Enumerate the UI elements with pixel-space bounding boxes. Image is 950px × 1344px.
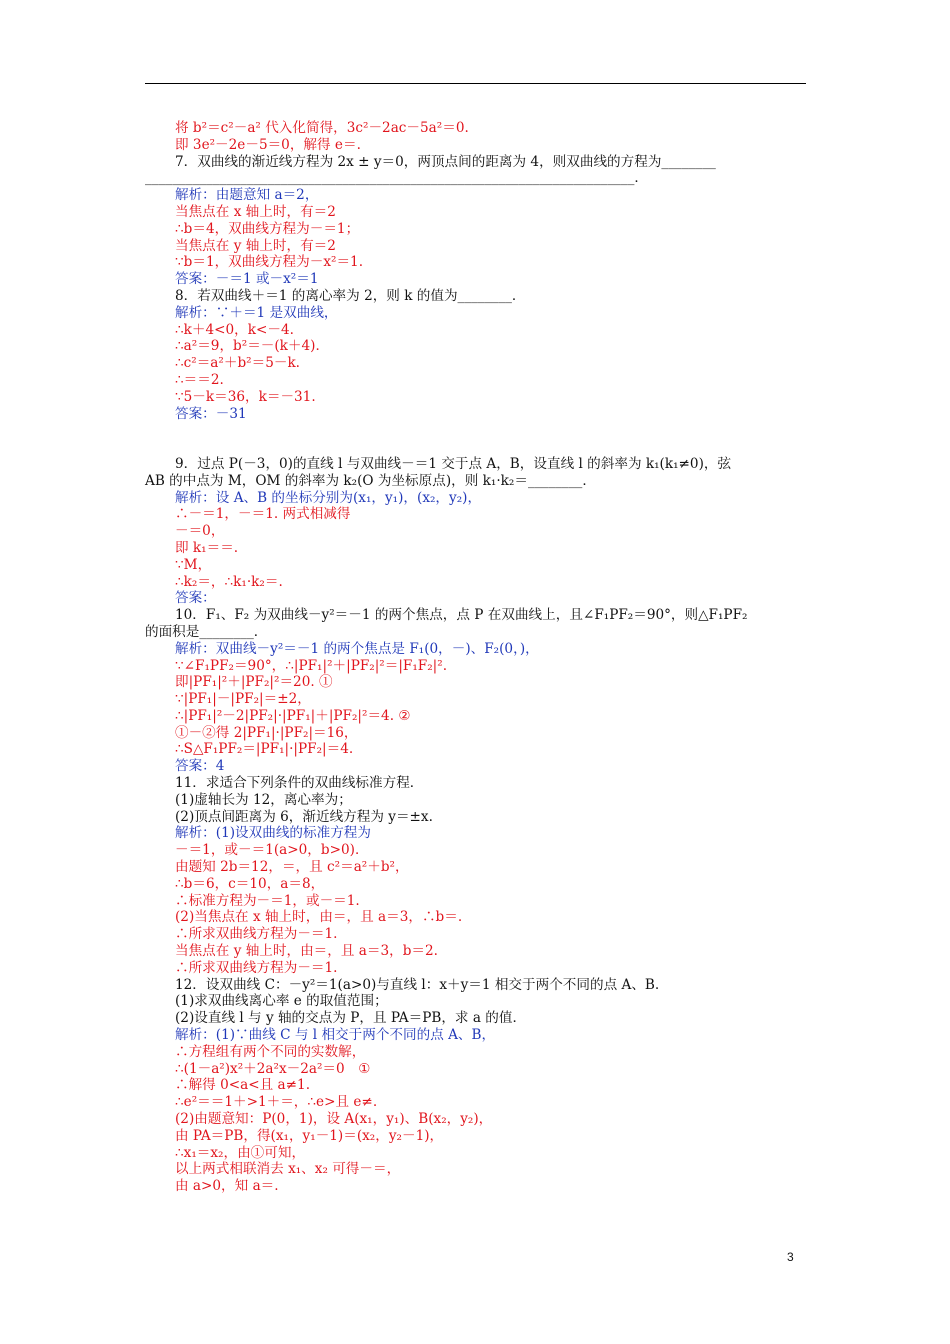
page-number: 3 [787, 1250, 794, 1264]
solution-line: ∵5－k＝36，k＝－31. [175, 388, 316, 405]
solution-line: ∵|PF₁|－|PF₂|＝±2， [175, 691, 311, 708]
solution-line: ∴标准方程为－＝1，或－＝1. [175, 892, 360, 909]
solution-line: －＝1，或－＝1(a>0，b>0)． [175, 842, 369, 859]
solution-line: 由 PA＝PB，得(x₁，y₁－1)＝(x₂，y₂－1)， [175, 1127, 444, 1144]
solution-line: ∴解得 0<a<且 a≠1. [175, 1077, 311, 1094]
solution-line: ∴x₁＝x₂，由①可知， [175, 1144, 306, 1161]
solution-line: 将 b²＝c²－a² 代入化简得，3c²－2ac－5a²＝0. [175, 120, 469, 136]
question-line: (2)设直线 l 与 y 轴的交点为 P，且 PA＝PB，求 a 的值． [175, 1010, 527, 1027]
solution-line: ∵∠F₁PF₂＝90°，∴|PF₁|²＋|PF₂|²＝|F₁F₂|². [175, 657, 448, 674]
solution-line: 当焦点在 x 轴上时，有＝2 [175, 203, 336, 220]
solution-line: －＝0， [175, 523, 225, 540]
label-line: 答案：－＝1 或－x²＝1 [175, 271, 319, 288]
solution-line: ∴所求双曲线方程为－＝1. [175, 959, 338, 976]
solution-line: ∴(1－a²)x²＋2a²x－2a²＝0 ① [175, 1060, 371, 1077]
question-line: 8．若双曲线＋＝1 的离心率为 2，则 k 的值为________． [175, 287, 526, 304]
question-line: 7．双曲线的渐近线方程为 2x ± y＝0，两顶点间的距离为 4，则双曲线的方程为________ [175, 153, 716, 170]
question-line: AB 的中点为 M，OM 的斜率为 k₂(O 为坐标原点)，则 k₁·k₂＝________． [145, 472, 596, 489]
question-line: 的面积是________． [145, 623, 268, 640]
solution-line: ∴e²＝＝1＋>1＋＝，∴e>且 e≠. [175, 1094, 378, 1111]
solution-line: ∴a²＝9，b²＝－(k＋4)． [175, 338, 330, 355]
question-line: (1)虚轴长为 12，离心率为； [175, 791, 352, 808]
question-line: 9．过点 P(－3，0)的直线 l 与双曲线－＝1 交于点 A，B，设直线 l 的斜率为 k₁(k₁≠0)，弦 [175, 455, 732, 472]
question-line: ________________________________________________________________________． [145, 170, 648, 187]
solution-line: 即|PF₁|²＋|PF₂|²＝20. ① [175, 674, 333, 691]
solution-line: ∵M， [175, 556, 212, 573]
solution-line: ∴方程组有两个不同的实数解， [175, 1043, 366, 1060]
solution-line: 当焦点在 y 轴上时，有＝2 [175, 237, 336, 254]
solution-line: 由 a>0，知 a＝. [175, 1178, 279, 1195]
question-line: 12．设双曲线 C：－y²＝1(a>0)与直线 l：x＋y＝1 相交于两个不同的点 A、B. [175, 976, 660, 993]
solution-line: ①－②得 2|PF₁|·|PF₂|＝16， [175, 724, 358, 741]
solution-line: ∵b＝1，双曲线方程为－x²＝1. [175, 254, 364, 271]
label-line: 答案： [175, 590, 216, 607]
solution-line: ∴S△F₁PF₂＝|PF₁|·|PF₂|＝4. [175, 741, 354, 758]
header-rule [145, 83, 806, 84]
label-line: 解析：由题意知 a＝2， [175, 187, 319, 204]
label-line: 解析：(1)设双曲线的标准方程为 [175, 825, 371, 842]
label-line: 答案：－31 [175, 405, 247, 422]
question-line: (1)求双曲线离心率 e 的取值范围； [175, 993, 388, 1010]
document-body [145, 120, 806, 1195]
question-line: 10．F₁、F₂ 为双曲线－y²＝－1 的两个焦点，点 P 在双曲线上，且∠F₁PF₂＝90°，则△F₁PF₂ [175, 607, 748, 624]
solution-line: (2)当焦点在 x 轴上时，由＝，且 a＝3，∴b＝. [175, 909, 463, 926]
solution-line: ∴c²＝a²＋b²＝5－k. [175, 355, 300, 372]
solution-line: ∴－＝1，－＝1. 两式相减得 [175, 506, 351, 523]
label-line: 解析：∵＋＝1 是双曲线， [175, 304, 338, 321]
solution-line: 即 3e²－2e－5＝0，解得 e＝. [175, 136, 361, 153]
solution-line: ∴k＋4<0，k<－4. [175, 321, 294, 338]
solution-line: ∴b＝6，c＝10，a＝8， [175, 875, 325, 892]
solution-line: ∴k₂＝，∴k₁·k₂＝. [175, 573, 283, 590]
label-line: 解析：设 A、B 的坐标分别为(x₁，y₁)，(x₂，y₂)， [175, 489, 482, 506]
question-line: 11．求适合下列条件的双曲线标准方程． [175, 775, 424, 792]
label-line: 解析：(1)∵曲线 C 与 l 相交于两个不同的点 A、B， [175, 1027, 496, 1044]
solution-line: 即 k₁＝＝. [175, 539, 239, 556]
solution-line: ∴所求双曲线方程为－＝1. [175, 926, 338, 943]
label-line: 答案：4 [175, 758, 225, 775]
solution-line: 以上两式相联消去 x₁、x₂ 可得－＝， [175, 1161, 401, 1178]
label-line: 解析：双曲线－y²＝－1 的两个焦点是 F₁(0，－)、F₂(0，)， [175, 640, 539, 657]
paragraph-gap [145, 422, 806, 456]
solution-line: ∴＝＝2. [175, 371, 224, 388]
solution-line: 由题知 2b＝12，＝，且 c²＝a²＋b²， [175, 859, 409, 876]
question-line: (2)顶点间距离为 6，渐近线方程为 y＝±x. [175, 808, 433, 825]
solution-line: ∴|PF₁|²－2|PF₂|·|PF₁|＋|PF₂|²＝4. ② [175, 707, 411, 724]
solution-line: ∴b＝4，双曲线方程为－＝1； [175, 220, 360, 237]
solution-line: (2)由题意知：P(0，1)，设 A(x₁，y₁)、B(x₂，y₂)， [175, 1111, 493, 1128]
solution-line: 当焦点在 y 轴上时，由＝，且 a＝3，b＝2. [175, 943, 438, 960]
